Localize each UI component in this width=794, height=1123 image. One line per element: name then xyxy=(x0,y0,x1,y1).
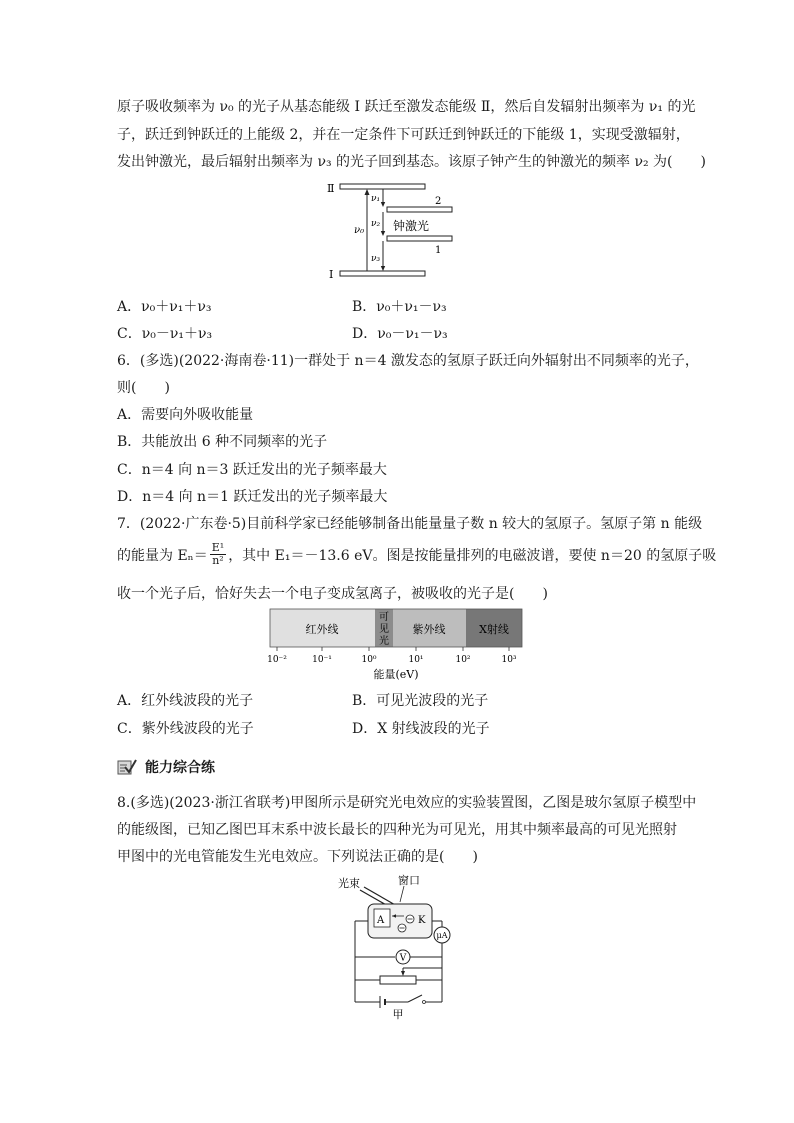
nu1-label: ν₁ xyxy=(371,194,381,204)
diagram-caption: 甲 xyxy=(392,1008,404,1020)
q7-option-d: D．X 射线波段的光子 xyxy=(352,721,490,737)
nu2-arrowhead xyxy=(381,231,385,236)
level-II-label: Ⅱ xyxy=(327,182,335,195)
nu0-arrowhead xyxy=(365,189,370,195)
q6-option-c: C．n＝4 向 n＝3 跃迁发出的光子频率最大 xyxy=(117,462,387,478)
spectrum-xlabel: 能量(eV) xyxy=(373,668,419,681)
tick-label-4: 10¹ xyxy=(408,655,424,665)
photoelectric-apparatus-diagram xyxy=(330,872,460,1020)
level-2-bar xyxy=(387,207,452,212)
tick-label-1: 10⁻² xyxy=(267,655,287,665)
level-I-bar xyxy=(340,271,425,276)
q7-option-a: A．红外线波段的光子 xyxy=(117,693,254,709)
level-II-bar xyxy=(340,184,425,189)
fraction-denominator: n² xyxy=(212,554,224,567)
band-label-visible-3: 光 xyxy=(379,636,389,647)
clock-laser-label: 钟激光 xyxy=(393,219,430,233)
q6-option-a: A．需要向外吸收能量 xyxy=(117,407,254,423)
section-header xyxy=(117,756,215,778)
level-I-label: Ⅰ xyxy=(329,268,334,281)
beam-label: 光束 xyxy=(338,877,360,890)
level-2-label: 2 xyxy=(435,196,442,207)
window-label: 窗口 xyxy=(398,874,420,887)
window-pointer xyxy=(400,886,404,902)
fraction-numerator: E¹ xyxy=(211,541,225,554)
section-title: 能力综合练 xyxy=(145,760,215,776)
em-spectrum-diagram xyxy=(262,605,532,685)
q8-line-3: 甲图中的光电管能发生光电效应。下列说法正确的是( ) xyxy=(117,849,478,865)
q5-line-1: 原子吸收频率为 ν₀ 的光子从基态能级 Ⅰ 跃迁至激发态能级 Ⅱ，然后自发辐射出频率为 ν₁ 的光 xyxy=(117,99,696,115)
q7-line-3: 收一个光子后，恰好失去一个电子变成氢离子，被吸收的光子是( ) xyxy=(117,586,548,602)
q8-line-1: 8.(多选)(2023·浙江省联考)甲图所示是研究光电效应的实验装置图，乙图是玻尔氢原子模型中 xyxy=(117,795,697,811)
q5-line-2: 子，跃迁到钟跃迁的上能级 2，并在一定条件下可跃迁到钟跃迁的下能级 1，实现受激辐射， xyxy=(117,127,690,143)
q7-line-2-post: ，其中 E₁＝－13.6 eV。图是按能量排列的电磁波谱，要使 n＝20 的氢原子吸 xyxy=(228,547,717,564)
q7-line-2 xyxy=(117,542,716,567)
q6-line-1: 6．(多选)(2022·海南卷·11)一群处于 n＝4 激发态的氢原子跃迁向外辐射出不同频率的光子， xyxy=(117,353,699,369)
q5-option-b: B．ν₀＋ν₁－ν₃ xyxy=(352,299,447,315)
ammeter-label: μA xyxy=(436,931,448,940)
voltmeter-label: V xyxy=(399,953,407,964)
nu1-arrowhead xyxy=(381,202,385,207)
q7-option-b: B．可见光波段的光子 xyxy=(352,693,489,709)
tick-label-3: 10⁰ xyxy=(361,655,377,665)
q5-option-a: A．ν₀＋ν₁＋ν₃ xyxy=(117,299,212,315)
checklist-icon xyxy=(117,758,137,776)
q7-line-1: 7．(2022·广东卷·5)目前科学家已经能够制备出能量量子数 n 较大的氢原子。氢原子第 n 能级 xyxy=(117,516,703,532)
tick-label-5: 10² xyxy=(455,655,471,665)
energy-level-diagram xyxy=(325,178,475,283)
band-label-ir: 红外线 xyxy=(305,623,339,636)
nu2-label: ν₂ xyxy=(371,219,381,229)
nu3-label: ν₃ xyxy=(371,254,381,264)
level-1-label: 1 xyxy=(435,245,442,256)
q5-option-d: D．ν₀－ν₁－ν₃ xyxy=(352,326,448,342)
switch xyxy=(408,995,422,1002)
level-1-bar xyxy=(387,236,452,241)
q8-line-2: 的能级图，已知乙图巴耳末系中波长最长的四种光为可见光，用其中频率最高的可见光照射 xyxy=(117,822,677,838)
cathode-label: K xyxy=(418,915,426,926)
q7-line-2-pre: 的能量为 Eₙ＝ xyxy=(117,547,208,564)
nu3-arrowhead xyxy=(381,266,385,271)
q5-line-3: 发出钟激光，最后辐射出频率为 ν₃ 的光子回到基态。该原子钟产生的钟激光的频率 ν₂ 为( ) xyxy=(117,154,706,170)
tick-label-2: 10⁻¹ xyxy=(312,655,332,665)
band-label-uv: 紫外线 xyxy=(412,623,446,636)
anode-label: A xyxy=(377,915,385,926)
tick-label-6: 10³ xyxy=(501,655,517,665)
band-label-visible-1: 可 xyxy=(379,612,389,623)
q6-option-d: D．n＝4 向 n＝1 跃迁发出的光子频率最大 xyxy=(117,489,388,505)
rheostat xyxy=(380,976,416,984)
q7-option-c: C．紫外线波段的光子 xyxy=(117,721,254,737)
band-label-visible-2: 见 xyxy=(379,624,389,635)
nu0-label: ν₀ xyxy=(354,225,365,236)
q6-option-b: B．共能放出 6 种不同频率的光子 xyxy=(117,434,328,450)
q5-option-c: C．ν₀－ν₁＋ν₃ xyxy=(117,326,213,342)
band-label-xray: X射线 xyxy=(479,623,509,636)
energy-fraction xyxy=(210,542,226,567)
q6-line-2: 则( ) xyxy=(117,380,170,396)
